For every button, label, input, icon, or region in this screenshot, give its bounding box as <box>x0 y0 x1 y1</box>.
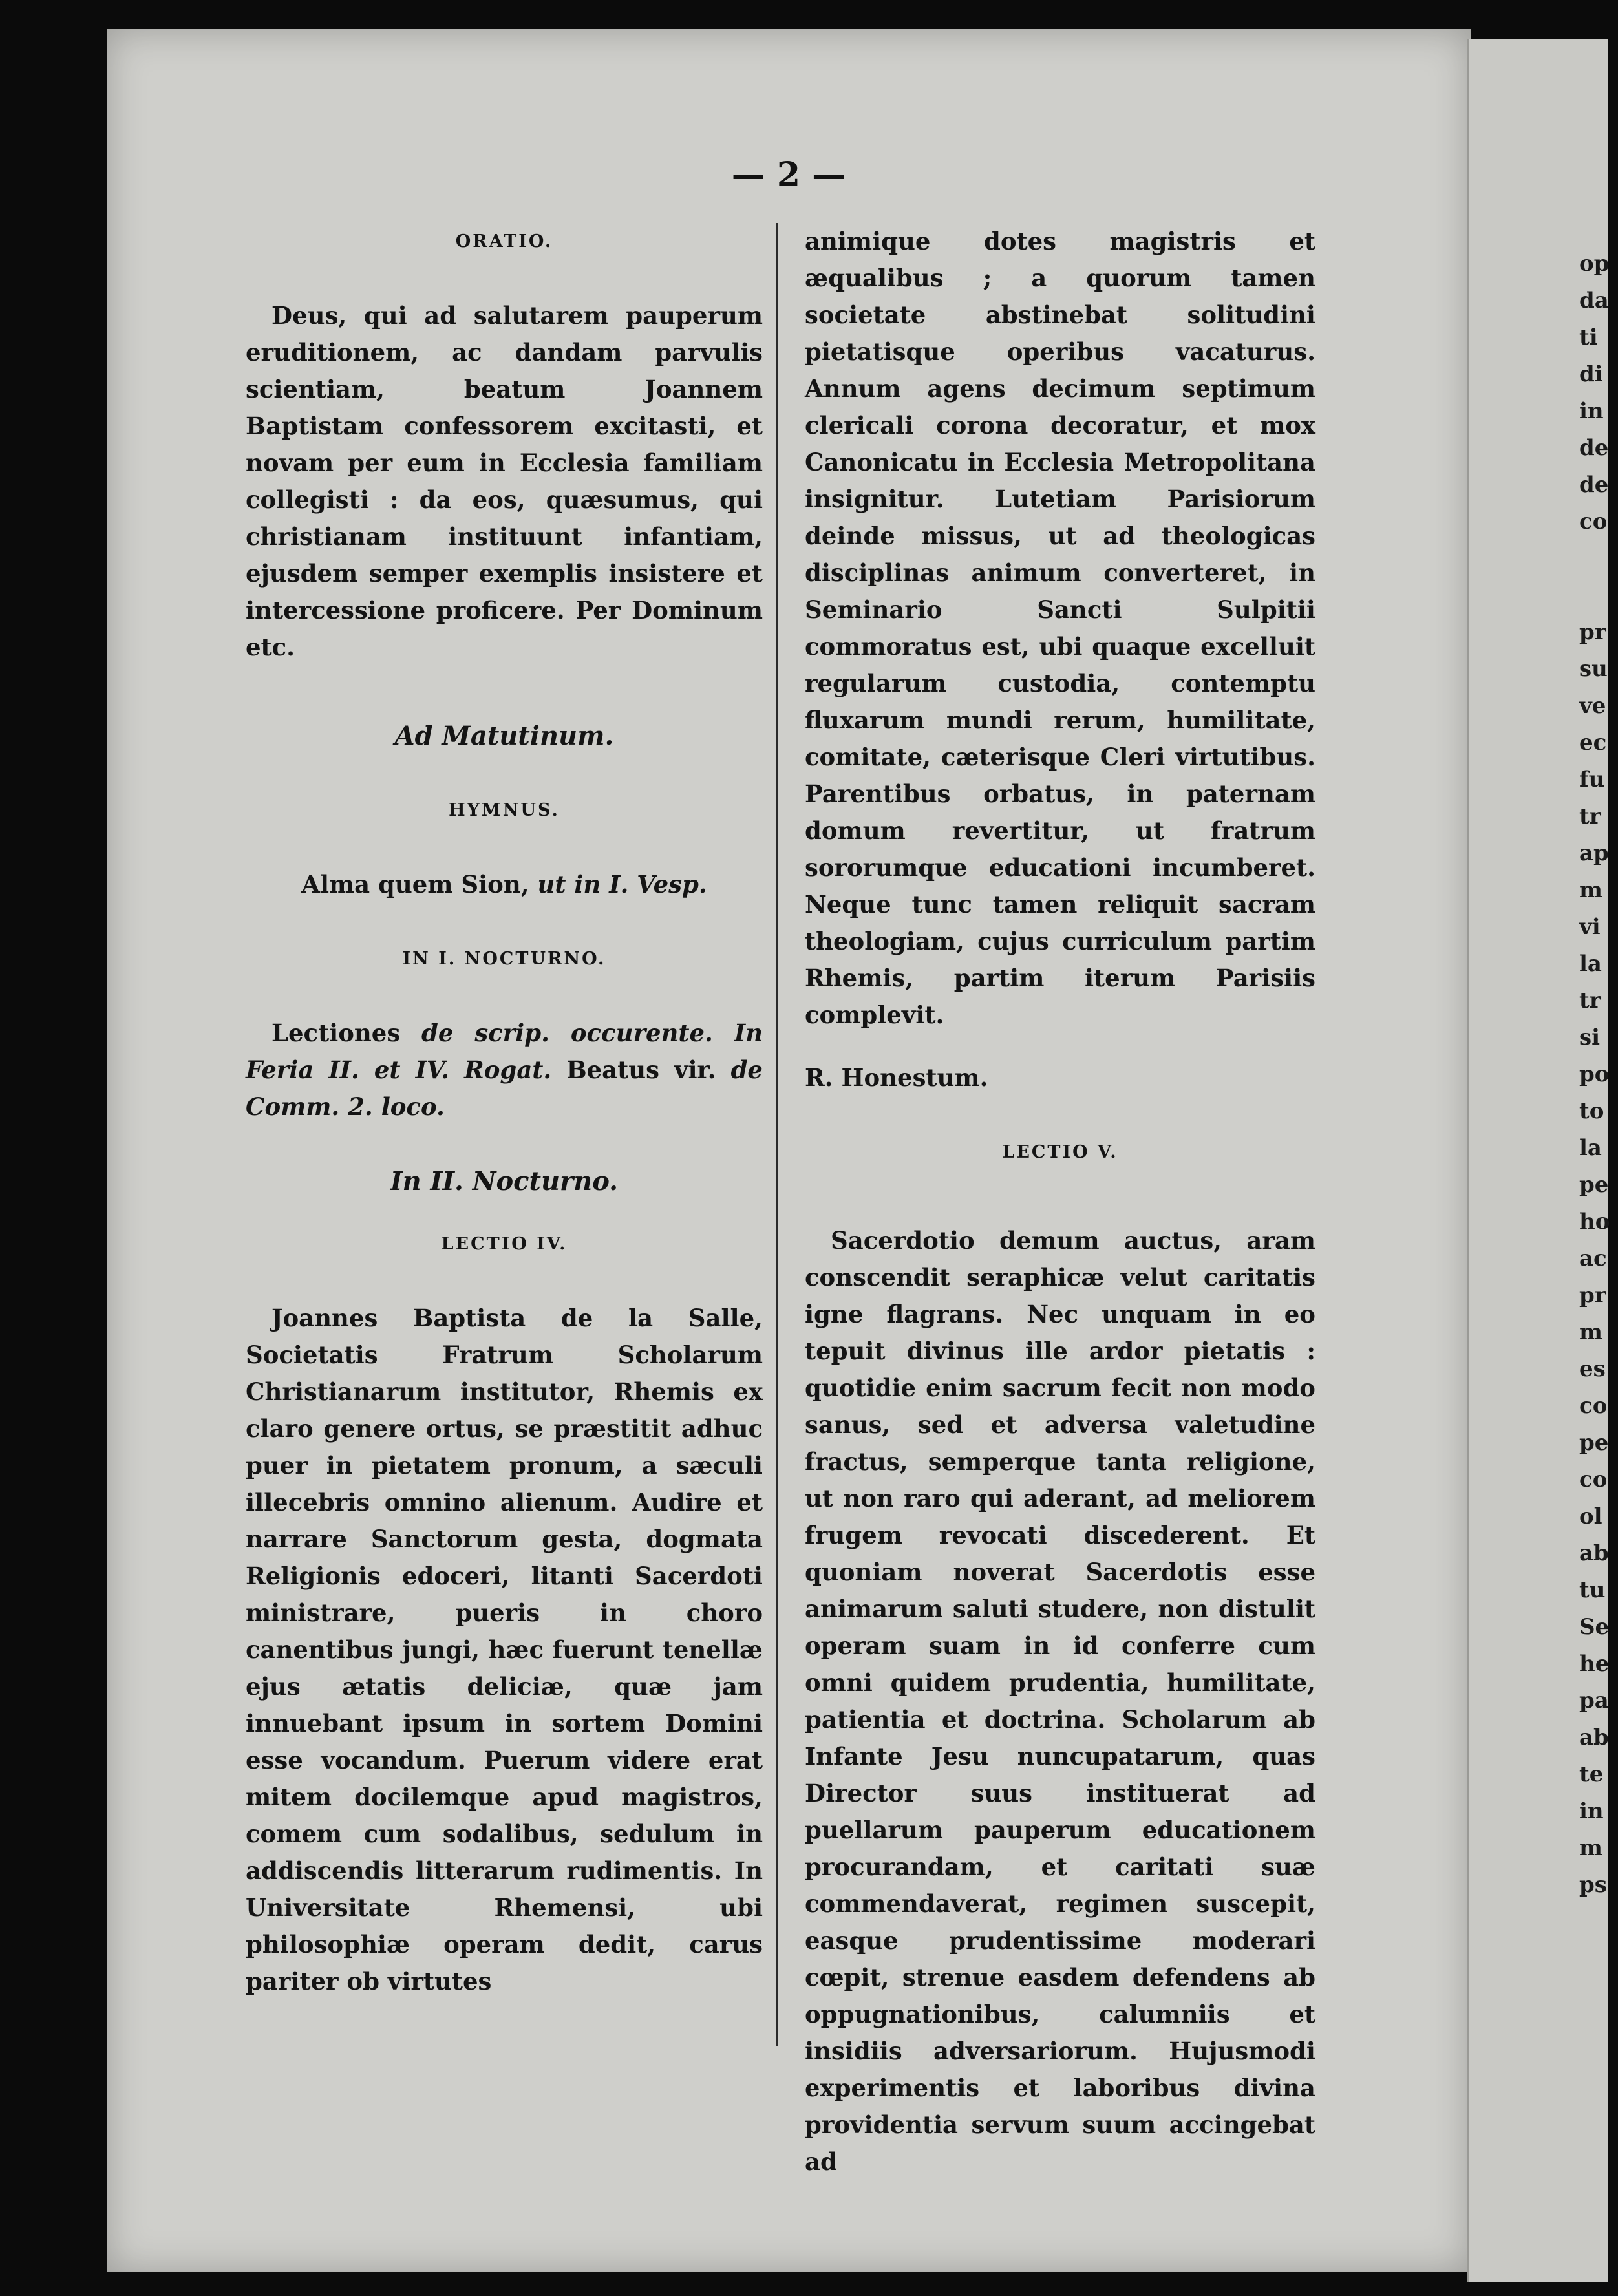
adjacent-page-fragment: si <box>1579 1025 1601 1050</box>
adjacent-page-fragment: fu <box>1579 767 1605 792</box>
adjacent-page-fragment: de <box>1579 472 1609 498</box>
adjacent-page-fragment: to <box>1579 1098 1604 1124</box>
adjacent-page-fragment: co <box>1579 1393 1608 1419</box>
adjacent-page-fragment: di <box>1579 361 1603 387</box>
hymnus-heading: HYMNUS. <box>449 800 560 820</box>
lectiones-plain2: Beatus vir. <box>566 1056 716 1084</box>
adjacent-page-fragment: ps <box>1579 1872 1607 1898</box>
adjacent-page-fragment: m <box>1579 1319 1602 1345</box>
adjacent-page-fragment: es <box>1579 1356 1606 1382</box>
adjacent-page-edge <box>1467 39 1608 2282</box>
adjacent-page-fragment: vi <box>1579 914 1601 940</box>
adjacent-page-fragment: po <box>1579 1061 1610 1087</box>
adjacent-page-fragment: ho <box>1579 1209 1610 1235</box>
adjacent-page-fragment: su <box>1579 656 1608 682</box>
adjacent-page-fragment: pr <box>1579 1282 1606 1308</box>
adjacent-page-fragment: ab <box>1579 1725 1609 1750</box>
lectio5-heading: LECTIO V. <box>1002 1142 1118 1162</box>
adjacent-page-fragment: in <box>1579 1798 1604 1824</box>
page-number: — 2 — <box>731 155 846 195</box>
adjacent-page-fragment: Se <box>1579 1614 1610 1640</box>
adjacent-page-fragment: la <box>1579 951 1602 977</box>
hymnus-text-plain: Alma quem Sion, <box>301 870 529 898</box>
adjacent-page-fragment: la <box>1579 1135 1602 1161</box>
lectiones-plain1: Lectiones <box>271 1019 401 1047</box>
adjacent-page-fragment: te <box>1579 1761 1604 1787</box>
right-column <box>805 223 1315 2180</box>
adjacent-page-fragment: ap <box>1579 840 1609 866</box>
matutinum-heading: Ad Matutinum. <box>394 721 614 751</box>
adjacent-page-fragment: pa <box>1579 1688 1609 1714</box>
adjacent-page-fragment: m <box>1579 1835 1602 1861</box>
responsory: R. Honestum. <box>805 1063 988 1092</box>
nocturno2-heading: In II. Nocturno. <box>390 1166 619 1196</box>
oratio-heading: ORATIO. <box>455 231 553 251</box>
adjacent-page-fragment: tr <box>1579 988 1601 1014</box>
adjacent-page-fragment: ol <box>1579 1504 1602 1529</box>
column-divider <box>776 223 778 2046</box>
lectiones-text <box>246 1015 763 1125</box>
adjacent-page-fragment: da <box>1579 288 1609 314</box>
lectiones-italic2: de Comm. 2. loco. <box>246 1056 763 1121</box>
continuation-text: animique dotes magistris et æqualibus ; a quorum tamen societate abstinebat solitudini pietatisque operibus vacaturus. Annum agens decimum septimum clericali corona decoratur, et mox Canonicatu in Ecclesia Metropolitana insignitur. Lutetiam Parisiorum deinde missus, ut ad theologicas disciplinas animum converteret, in Seminario Sancti Sulpitii commoratus est, ubi quaque excelluit regularum custodia, contemptu fluxarum mundi rerum, humilitate, comitate, cæterisque Cleri virtutibus. Parentibus orbatus, in paternam domum revertitur, ut fratrum sororumque educationi incumberet. Neque tunc tamen reliquit sacram theologiam, cujus curriculum partim Rhemis, partim iterum Parisiis complevit. <box>805 227 1315 1029</box>
adjacent-page-fragment: tr <box>1579 803 1601 829</box>
adjacent-page-fragment: ec <box>1579 730 1607 756</box>
adjacent-page-fragment: ve <box>1579 693 1606 719</box>
hymnus-text-italic: ut in I. Vesp. <box>537 870 707 898</box>
adjacent-page-fragment: in <box>1579 398 1604 424</box>
adjacent-page-fragment: pe <box>1579 1430 1609 1456</box>
nocturno1-heading: IN I. NOCTURNO. <box>402 949 606 969</box>
adjacent-page-fragment: ab <box>1579 1540 1609 1566</box>
adjacent-page-fragment: tu <box>1579 1577 1606 1603</box>
lectiones-italic1: de scrip. occurente. In Feria II. et IV. Rogat. <box>246 1019 763 1084</box>
hymnus-text <box>246 866 763 903</box>
adjacent-page-fragment: op <box>1579 251 1610 277</box>
oratio-text: Deus, qui ad salutarem pauperum eruditionem, ac dandam parvulis scientiam, beatum Joannem Baptistam confessorem excitasti, et novam per eum in Ecclesia familiam collegisti : da eos, quæsumus, qui christianam instituunt infantiam, ejusdem semper exemplis insistere et intercessione proficere. Per Dominum etc. <box>246 301 763 661</box>
adjacent-page-fragment: he <box>1579 1651 1610 1677</box>
lectio4-heading: LECTIO IV. <box>441 1234 568 1254</box>
adjacent-page-fragment: co <box>1579 1467 1608 1493</box>
adjacent-page-fragment: m <box>1579 877 1602 903</box>
adjacent-page-fragment: ac <box>1579 1246 1607 1271</box>
adjacent-page-fragment: pr <box>1579 619 1606 645</box>
lectio4-text: Joannes Baptista de la Salle, Societatis Fratrum Scholarum Christianarum institutor, Rhemis ex claro genere ortus, se præstitit adhuc puer in pietatem pronum, a sæculi illecebris omnino alienum. Audire et narrare Sanctorum gesta, dogmata Religionis edoceri, litanti Sacerdoti ministrare, pueris in choro canentibus jungi, hæc fuerunt tenellæ ejus ætatis deliciæ, quæ jam innuebant ipsum in sortem Domini esse vocandum. Puerum videre erat mitem docilemque apud magistros, comem cum sodalibus, sedulum in addiscendis litterarum rudimentis. In Universitate Rhemensi, ubi philosophiæ operam dedit, carus pariter ob virtutes <box>246 1304 763 1995</box>
lectio5-text: Sacerdotio demum auctus, aram conscendit seraphicæ velut caritatis igne flagrans. Nec unquam in eo tepuit divinus ille ardor pietatis : quotidie enim sacrum fecit non modo sanus, sed et adversa valetudine fractus, semperque tanta religione, ut non raro qui aderant, ad meliorem frugem revocati discederent. Et quoniam noverat Sacerdotis esse animarum saluti studere, non distulit operam suam in id conferre cum omni quidem prudentia, humilitate, patientia et doctrina. Scholarum ab Infante Jesu nuncupatarum, quas Director suus instituerat ad puellarum pauperum educationem procurandam, et caritati suæ commendaverat, regimen suscepit, easque prudentissime moderari cœpit, strenue easdem defendens ab oppugnationibus, calumniis et insidiis adversariorum. Hujusmodi experimentis et laboribus divina providentia servum suum accingebat ad <box>805 1226 1315 2176</box>
adjacent-page-fragment: ti <box>1579 324 1598 350</box>
adjacent-page-fragment: pe <box>1579 1172 1609 1198</box>
left-column <box>246 223 763 2000</box>
adjacent-page-fragment: co <box>1579 509 1608 535</box>
adjacent-page-fragment: de <box>1579 435 1609 461</box>
